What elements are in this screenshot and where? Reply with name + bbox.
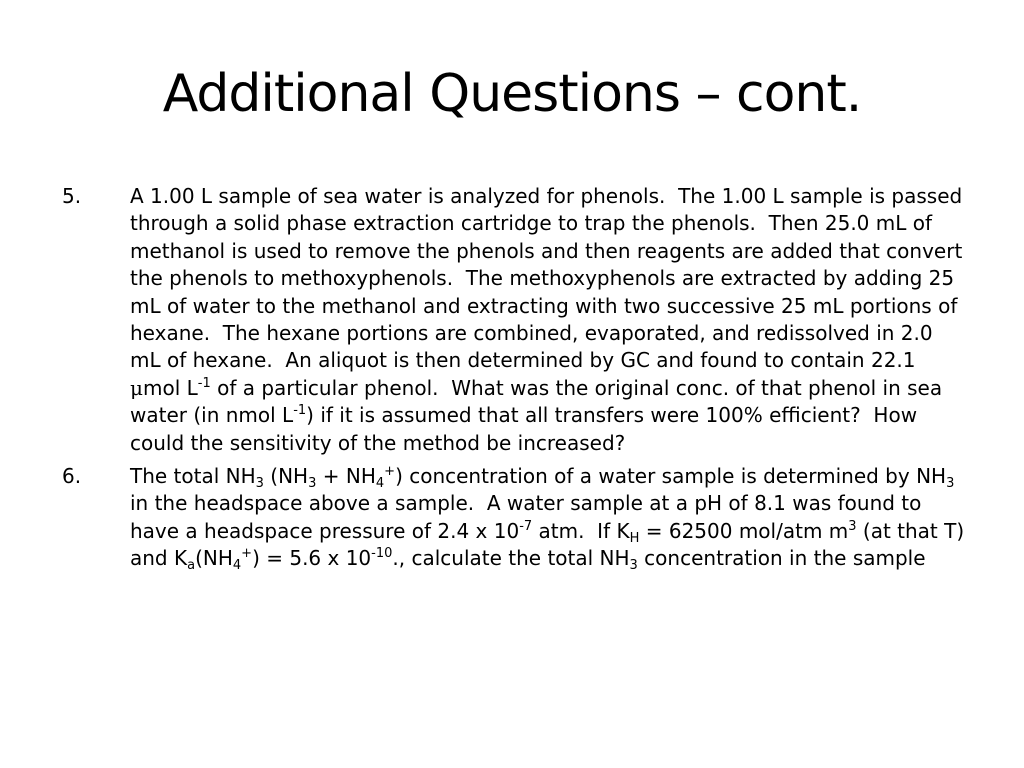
text-run: The total NH bbox=[130, 464, 256, 489]
question-text bbox=[130, 463, 967, 573]
question-number: 6. bbox=[62, 464, 82, 489]
text-run: (NH bbox=[195, 546, 233, 571]
subscript: 3 bbox=[946, 476, 955, 492]
text-run: = 62500 mol/atm m bbox=[639, 518, 849, 543]
text-run: ) = 5.6 x 10 bbox=[252, 546, 372, 571]
subscript: 3 bbox=[308, 476, 317, 492]
subscript: 4 bbox=[232, 558, 242, 574]
text-run: (NH bbox=[263, 464, 309, 489]
superscript: -10 bbox=[371, 546, 393, 562]
text-run: + NH bbox=[316, 464, 376, 489]
superscript: -7 bbox=[519, 518, 533, 534]
superscript: -1 bbox=[293, 403, 307, 419]
subscript: H bbox=[629, 530, 640, 546]
text-run: ., calculate the total NH bbox=[392, 546, 630, 571]
superscript: -1 bbox=[197, 375, 211, 391]
question-list bbox=[62, 183, 967, 579]
mu-symbol: μ bbox=[130, 375, 143, 400]
subscript: a bbox=[187, 558, 196, 574]
question-number: 5. bbox=[62, 184, 82, 208]
question-text bbox=[130, 183, 967, 457]
question-6 bbox=[62, 463, 967, 573]
text-run: ) concentration of a water sample is determined by NH bbox=[395, 464, 947, 489]
text-run: atm. If K bbox=[532, 518, 630, 543]
superscript: + bbox=[241, 546, 253, 562]
text-run: in the headspace above a sample. A water sample at a pH of 8.1 was found to have a headspace pressure of 2.4 x 10 bbox=[130, 491, 922, 543]
superscript: 3 bbox=[848, 518, 857, 534]
text-run: (at that T) and K bbox=[130, 518, 965, 571]
slide-title: Additional Questions – cont. bbox=[162, 64, 862, 124]
superscript: + bbox=[384, 464, 396, 480]
text-run: concentration in the sample bbox=[637, 546, 926, 571]
text-run: of a particular phenol. What was the original conc. of that phenol in sea water (in nmol L bbox=[130, 375, 943, 428]
text-run: mol L bbox=[143, 375, 198, 400]
text-run: A 1.00 L sample of sea water is analyzed for phenols. The 1.00 L sample is passed through a solid phase extraction cartridge to trap the phenols. Then 25.0 mL of methanol is used to remove the phenols and then reagents are added that convert the phenols to methoxyphenols. The methoxyphenols are extracted by adding 25 mL of water to the methanol and extracting with two successive 25 mL portions of hexane. The hexane portions are combined, evaporated, and redissolved in 2.0 mL of hexane. An aliquot is then determined by GC and found to contain 22.1 bbox=[130, 184, 963, 373]
subscript: 3 bbox=[629, 558, 638, 574]
subscript: 3 bbox=[255, 476, 264, 492]
subscript: 4 bbox=[375, 476, 385, 492]
text-run: ) if it is assumed that all transfers were 100% efficient? How could the sensitivity of the method be increased? bbox=[130, 403, 918, 455]
question-5 bbox=[62, 183, 967, 457]
